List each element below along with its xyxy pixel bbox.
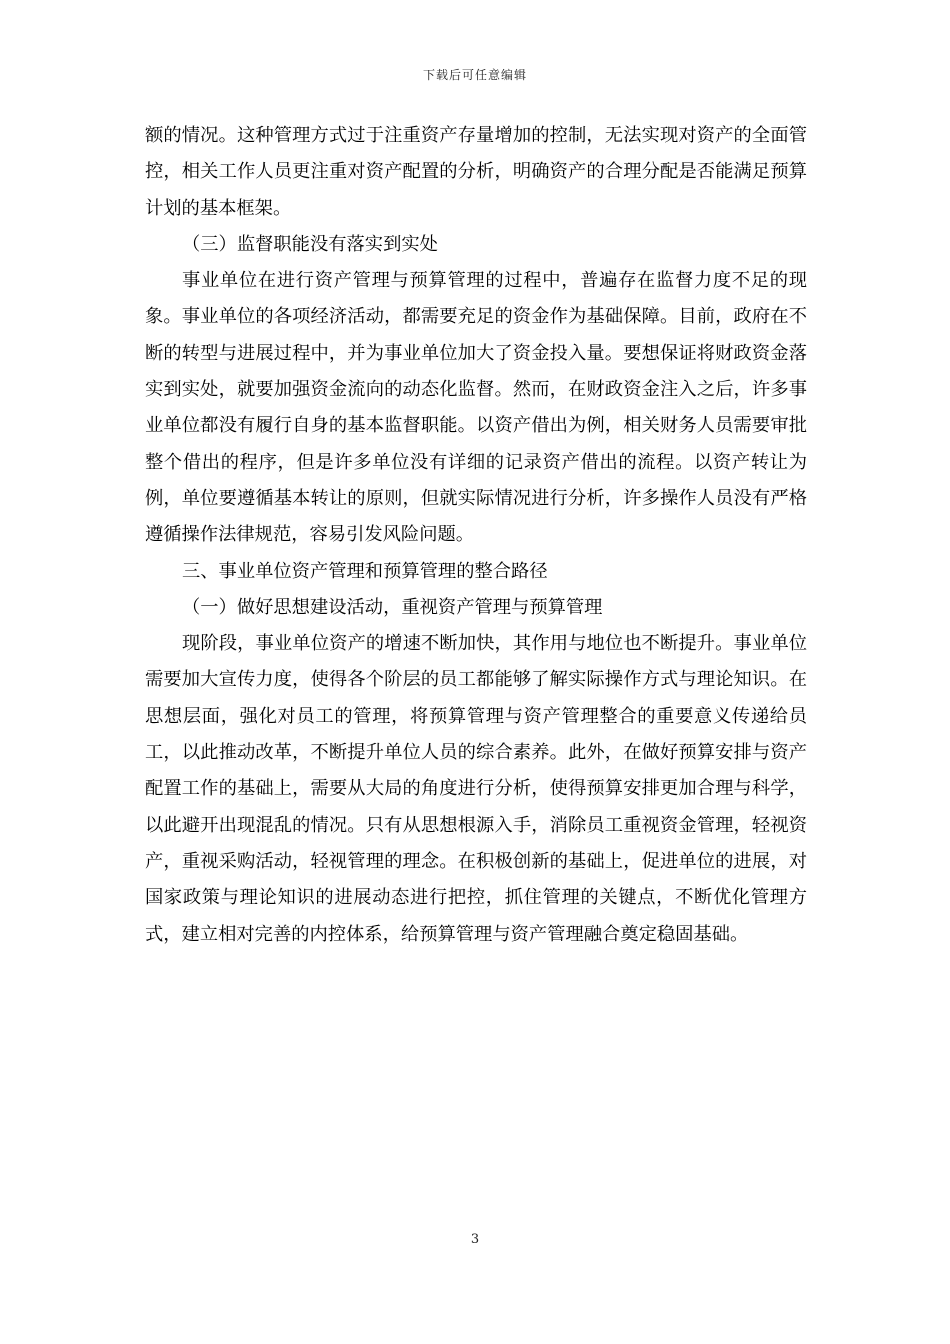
paragraph-continuation: 额的情况。这种管理方式过于注重资产存量增加的控制，无法实现对资产的全面管控，相关工作人员更注重对资产配置的分析，明确资产的合理分配是否能满足预算计划的基本框架。 xyxy=(145,125,807,219)
subsection-heading: （一）做好思想建设活动，重视资产管理与预算管理 xyxy=(182,596,603,618)
subsection-heading: （三）监督职能没有落实到实处 xyxy=(182,233,438,255)
document-body xyxy=(145,118,807,953)
paragraph: 现阶段，事业单位资产的增速不断加快，其作用与地位也不断提升。事业单位需要加大宣传力度，使得各个阶层的员工都能够了解实际操作方式与理论知识。在思想层面，强化对员工的管理，将预算管理与资产管理整合的重要意义传递给员工，以此推动改革，不断提升单位人员的综合素养。此外，在做好预算安排与资产配置工作的基础上，需要从大局的角度进行分析，使得预算安排更加合理与科学，以此避开出现混乱的情况。只有从思想根源入手，消除员工重视资金管理，轻视资产，重视采购活动，轻视管理的理念。在积极创新的基础上，促进单位的进展，对国家政策与理论知识的进展动态进行把控，抓住管理的关键点，不断优化管理方式，建立相对完善的内控体系，给预算管理与资产管理融合奠定稳固基础。 xyxy=(145,633,807,945)
page-number: 3 xyxy=(470,1232,480,1247)
paragraph: 事业单位在进行资产管理与预算管理的过程中，普遍存在监督力度不足的现象。事业单位的各项经济活动，都需要充足的资金作为基础保障。目前，政府在不断的转型与进展过程中，并为事业单位加大了资金投入量。要想保证将财政资金落实到实处，就要加强资金流向的动态化监督。然而，在财政资金注入之后，许多事业单位都没有履行自身的基本监督职能。以资产借出为例，相关财务人员需要审批整个借出的程序，但是许多单位没有详细的记录资产借出的流程。以资产转让为例，单位要遵循基本转让的原则，但就实际情况进行分析，许多操作人员没有严格遵循操作法律规范，容易引发风险问题。 xyxy=(145,270,807,546)
section-heading: 三、事业单位资产管理和预算管理的整合路径 xyxy=(182,560,548,582)
page-header: 下载后可任意编辑 xyxy=(422,68,527,82)
